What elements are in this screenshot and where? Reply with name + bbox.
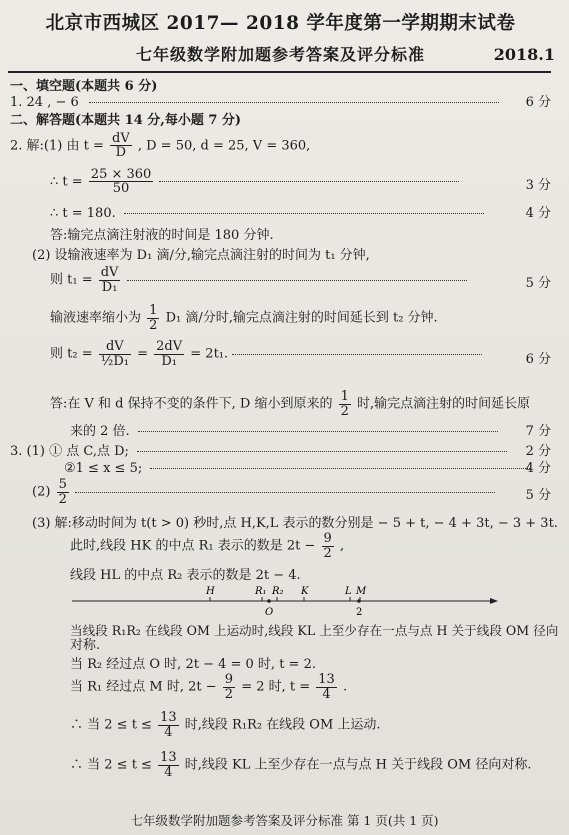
denominator: 2	[340, 403, 349, 419]
q3-line10	[10, 673, 551, 707]
denominator: D₁	[161, 353, 177, 369]
exam-date: 2018.1	[493, 45, 555, 65]
q1-answer-line	[10, 95, 551, 113]
q3-text: (2)	[32, 484, 51, 500]
arrow-head	[490, 598, 498, 604]
label-K: K	[301, 585, 309, 597]
leader-dots	[159, 181, 459, 182]
label-R1: R₁	[255, 585, 267, 597]
label-R2: R₂	[272, 585, 284, 597]
eq1-score: 5 分	[525, 276, 551, 292]
number-line-svg	[70, 585, 500, 621]
step-text: ∴ t =	[50, 174, 83, 190]
denominator: 4	[164, 764, 173, 780]
q3-text: ②1 ≤ x ≤ 5;	[64, 461, 143, 477]
point-2	[357, 599, 361, 603]
q3-line7: 当线段 R₁R₂ 在线段 OM 上运动时,线段 KL 上至少存在一点与点 H 关于线段 OM 径向	[70, 622, 559, 638]
step-text: = 2t₁.	[190, 346, 229, 362]
numerator: 5	[58, 477, 67, 493]
q3-line5	[10, 532, 551, 566]
eq2-score: 6 分	[525, 352, 551, 368]
q2-part1-intro	[10, 130, 551, 168]
answer-text: 时,输完点滴注射的时间延长原	[357, 396, 531, 412]
header-divider	[8, 71, 551, 73]
fraction	[322, 532, 334, 560]
q2-part2-intro: (2) 设输液速率为 D₁ 滴/分,输完点滴注射的时间为 t₁ 分钟,	[32, 247, 370, 263]
denominator: ½D₁	[100, 353, 129, 369]
leader-dots	[124, 213, 484, 214]
q3-l2-score: 4 分	[525, 461, 551, 477]
denominator: 50	[112, 181, 130, 197]
leader-dots	[75, 492, 495, 493]
denominator: D₁	[101, 279, 118, 295]
denominator: 2	[323, 546, 332, 562]
q3-text: 此时,线段 HK 的中点 R₁ 表示的数是 2t −	[70, 539, 316, 555]
numerator: 13	[160, 709, 177, 725]
leader-dots	[137, 451, 507, 452]
denominator: 2	[149, 317, 158, 333]
step2-score: 4 分	[525, 205, 551, 221]
q2-intro-text: 2. 解:(1) 由 t =	[10, 138, 104, 154]
denominator: 4	[322, 686, 331, 702]
exam-subtitle	[10, 45, 555, 65]
q3-text: ,	[339, 539, 345, 555]
number-line	[70, 585, 500, 621]
label-2: 2	[356, 606, 363, 618]
denominator: 2	[58, 491, 67, 507]
answer-text: 答:在 V 和 d 保持不变的条件下, D 缩小到原来的	[50, 396, 333, 412]
numerator: dV	[112, 130, 130, 146]
fraction	[158, 711, 179, 739]
step1-score: 3 分	[525, 177, 551, 193]
section2-heading: 二、解答题(本题共 14 分,每小题 7 分)	[10, 113, 242, 129]
subtitle-text: 七年级数学附加题参考答案及评分标准	[135, 45, 425, 65]
leader-dots	[138, 431, 498, 432]
q2-part2-answer-cont	[10, 424, 551, 444]
numerator: 2dV	[156, 339, 183, 355]
q3-text: 3. (1) ① 点 C,点 D;	[10, 444, 129, 460]
q2-part2-eq2	[10, 340, 551, 384]
numerator: 13	[318, 671, 335, 687]
q2-part2-eq1	[10, 266, 551, 304]
q2-step1	[10, 168, 551, 206]
q3-text: 时,线段 R₁R₂ 在线段 OM 上运动.	[184, 717, 381, 733]
q2-part1-answer: 答:输完点滴注射液的时间是 180 分钟.	[50, 227, 274, 243]
fraction	[339, 390, 351, 418]
denominator: D	[115, 145, 127, 161]
q3-text: 时,线段 KL 上至少存在一点与点 H 关于线段 OM 径向对称.	[184, 757, 532, 773]
numerator: 1	[149, 303, 158, 319]
q3-line9: 当 R₂ 经过点 O 时, 2t − 4 = 0 时, t = 2.	[70, 656, 316, 672]
answer-text: 来的 2 倍.	[70, 424, 130, 440]
leader-dots	[89, 102, 499, 103]
numerator: 9	[224, 671, 234, 687]
q2-part2-text	[10, 304, 551, 338]
step-text: D₁ 滴/分时,输完点滴注射的时间延长到 t₂ 分钟.	[165, 310, 438, 326]
step-text: ∴ t = 180.	[50, 205, 116, 221]
q3-line3	[10, 478, 551, 514]
q3-l1-score: 2 分	[525, 444, 551, 460]
section1-heading: 一、填空题(本题共 6 分)	[10, 79, 158, 95]
q3-line11	[10, 711, 551, 747]
fraction	[223, 673, 235, 701]
equals-sign: =	[137, 346, 149, 362]
point-O	[267, 599, 271, 603]
leader-dots	[127, 280, 467, 281]
q1-answer: 1. 24 , − 6	[10, 95, 79, 111]
numerator: dV	[100, 265, 119, 281]
q3-text: ∴ 当 2 ≤ t ≤	[70, 717, 152, 733]
step-text: 输液速率缩小为	[50, 310, 142, 326]
label-O: O	[265, 606, 274, 618]
q3-text: = 2 时, t =	[241, 679, 311, 695]
numerator: 13	[160, 749, 177, 765]
page-footer: 七年级数学附加题参考答案及评分标准 第 1 页(共 1 页)	[130, 813, 439, 829]
q2-step2	[10, 206, 551, 226]
numerator: dV	[99, 340, 131, 355]
fraction	[99, 266, 121, 294]
q3-text: 当 R₁ 经过点 M 时, 2t −	[70, 679, 217, 695]
q1-score: 6 分	[525, 95, 551, 111]
label-L: L	[345, 585, 352, 597]
fraction	[147, 304, 159, 332]
q3-line1	[10, 444, 551, 461]
fraction	[316, 673, 337, 701]
fraction	[89, 168, 154, 196]
denominator: 4	[164, 724, 173, 740]
label-H: H	[206, 585, 215, 597]
exam-title: 北京市西城区 2017— 2018 学年度第一学期期末试卷	[45, 13, 516, 34]
q3-line12	[10, 751, 551, 787]
q3-line8: 对称.	[70, 638, 101, 654]
numerator: 25 × 360	[90, 166, 152, 182]
fraction	[99, 340, 131, 368]
leader-dots	[232, 354, 482, 355]
q2-given-values: , D = 50, d = 25, V = 360,	[137, 138, 311, 154]
q3-line6: 线段 HL 的中点 R₂ 表示的数是 2t − 4.	[70, 568, 301, 584]
numerator: 9	[323, 531, 332, 547]
leader-dots	[150, 468, 530, 469]
denominator: 2	[224, 686, 234, 702]
q3-text: .	[342, 679, 348, 695]
fraction	[158, 751, 179, 779]
q3-line2	[10, 461, 551, 478]
answer-score: 7 分	[525, 424, 551, 440]
q3-l3-score: 5 分	[525, 488, 551, 504]
fraction	[110, 132, 132, 160]
q3-text: ∴ 当 2 ≤ t ≤	[70, 757, 152, 773]
numerator: 1	[340, 389, 349, 405]
fraction	[154, 340, 184, 368]
label-M: M	[356, 585, 367, 597]
step-text: 则 t₂ =	[50, 346, 93, 362]
q3-line4: (3) 解:移动时间为 t(t > 0) 秒时,点 H,K,L 表示的数分别是 − 5 + t, − 4 + 3t, − 3 + 3t.	[32, 516, 558, 532]
q2-part2-answer	[10, 390, 551, 424]
fraction	[57, 478, 69, 506]
step-text: 则 t₁ =	[50, 272, 93, 288]
